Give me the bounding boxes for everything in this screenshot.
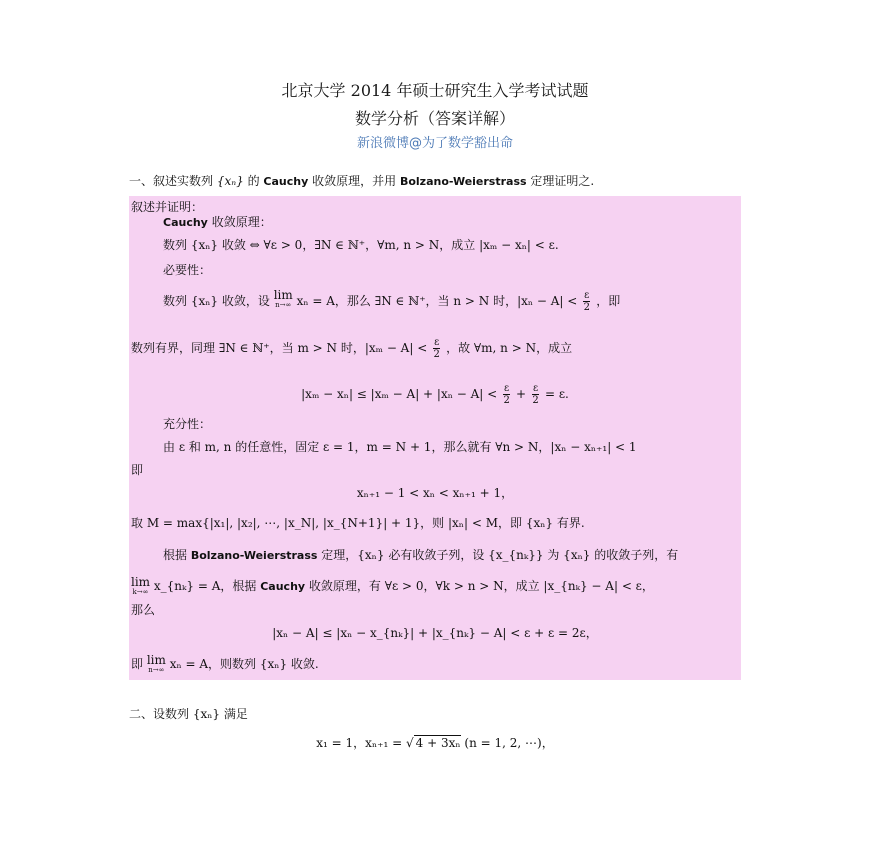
necessity-line-2: [131, 337, 572, 360]
sqrt-icon: √: [405, 736, 414, 750]
q1-text-a: 一、叙述实数列: [129, 174, 214, 188]
q1-bw: Bolzano-Weierstrass: [399, 175, 527, 188]
conclusion-line: [131, 655, 319, 675]
nl1-lim: lim: [273, 288, 293, 302]
conc-limit: [147, 655, 166, 675]
q1-text-c: 收敛原理，并用: [312, 174, 397, 188]
necessity-heading: 必要性：: [163, 263, 212, 277]
weibo-credit: 新浪微博@为了数学豁出命: [356, 136, 513, 151]
conc-a: 即: [131, 657, 144, 671]
subsequence-line: [131, 577, 654, 597]
q1-cauchy: Cauchy: [263, 175, 309, 188]
ti-plus: +: [516, 387, 527, 401]
final-inequality: |xₙ − A| ≤ |xₙ − x_{nₖ}| + |x_{nₖ} − A| < ε + ε = 2ε，: [272, 626, 598, 640]
q2-formula-b: (n = 1, 2, ⋯)，: [464, 736, 554, 750]
nl1-limit: [274, 290, 293, 310]
nl1-num: ε: [584, 290, 590, 301]
conc-b: xₙ = A，则数列 {xₙ} 收敛.: [169, 657, 319, 671]
nl2-fraction: [433, 337, 440, 360]
ti-a: |xₘ − xₙ| ≤ |xₘ − A| + |xₙ − A| <: [301, 387, 498, 401]
conc-lim: lim: [146, 653, 166, 667]
triangle-inequality: [129, 383, 741, 406]
ti-den-1: 2: [503, 395, 510, 406]
cauchy-heading-name: Cauchy: [163, 216, 208, 229]
sub-lim-sub: k→∞: [132, 588, 149, 596]
q1-text-b: 的: [247, 174, 260, 188]
nl1-b: xₙ = A，那么 ∃N ∈ ℕ⁺，当 n > N 时，|xₙ − A| <: [296, 294, 578, 308]
cauchy-heading: [163, 213, 272, 230]
ti-fraction-2: [532, 383, 539, 406]
bound-inequality: xₙ₊₁ − 1 < xₙ < xₙ₊₁ + 1，: [356, 486, 514, 500]
cauchy-heading-text: 收敛原理：: [211, 215, 272, 229]
ti-den-2: 2: [532, 395, 539, 406]
nl2-num: ε: [434, 337, 440, 348]
sufficiency-line-1: 由 ε 和 m, n 的任意性，固定 ε = 1，m = N + 1，那么就有 ∀n > N，|xₙ − xₙ₊₁| < 1: [163, 440, 637, 454]
q2-formula-a: x₁ = 1，xₙ₊₁ =: [316, 736, 403, 750]
question-2: 二、设数列 {xₙ} 满足: [129, 707, 248, 721]
sub-lim: lim: [131, 575, 151, 589]
question-1: [129, 172, 594, 189]
bw-b: 定理，{xₙ} 必有收敛子列，设 {x_{nₖ}} 为 {xₙ} 的收敛子列，有: [321, 548, 679, 562]
ti-num-2: ε: [532, 383, 539, 394]
answer-intro: 叙述并证明：: [131, 200, 204, 214]
sufficiency-ji: 即: [131, 463, 144, 477]
bw-name: Bolzano-Weierstrass: [190, 549, 318, 562]
nl2-a: 数列有界，同理 ∃N ∈ ℕ⁺，当 m > N 时，|xₘ − A| <: [131, 341, 428, 355]
nl1-fraction: [583, 290, 590, 313]
exam-title: 北京大学 2014 年硕士研究生入学考试试题: [281, 81, 589, 100]
ti-fraction-1: [503, 383, 510, 406]
q2-radicand: 4 + 3xₙ: [415, 736, 461, 750]
q1-sequence: {xₙ}: [216, 174, 244, 188]
exam-subtitle: 数学分析（答案详解）: [354, 109, 515, 128]
nl2-b: ，故 ∀m, n > N，成立: [446, 341, 573, 355]
sufficiency-heading: 充分性：: [163, 417, 212, 431]
ti-b: = ε.: [544, 387, 569, 401]
cauchy-statement: 数列 {xₙ} 收敛 ⇔ ∀ε > 0，∃N ∈ ℕ⁺，∀m, n > N，成立 |xₘ − xₙ| < ε.: [163, 238, 559, 252]
bound-definition: 取 M = max{|x₁|, |x₂|, ⋯, |x_N|, |x_{N+1}| + 1}，则 |xₙ| < M，即 {xₙ} 有界.: [131, 516, 585, 530]
nl1-den: 2: [583, 302, 590, 313]
sub-b: 收敛原理，有 ∀ε > 0，∀k > n > N，成立 |x_{nₖ} − A| < ε，: [308, 579, 654, 593]
sub-cauchy: Cauchy: [260, 580, 306, 593]
q1-text-d: 定理证明之.: [530, 174, 595, 188]
necessity-line-1: [163, 290, 620, 313]
q2-formula: [129, 734, 741, 751]
nl1-c: ，即: [596, 294, 621, 308]
nl2-den: 2: [433, 349, 440, 360]
ti-num-1: ε: [504, 383, 510, 394]
bw-a: 根据: [163, 548, 188, 562]
name-me-line: 那么: [131, 603, 156, 617]
nl1-a: 数列 {xₙ} 收敛，设: [163, 294, 270, 308]
sub-a: x_{nₖ} = A，根据: [153, 579, 257, 593]
bw-line: [163, 546, 678, 563]
conc-lim-sub: n→∞: [148, 666, 165, 674]
sub-limit: [131, 577, 150, 597]
nl1-lim-sub: n→∞: [275, 301, 292, 309]
